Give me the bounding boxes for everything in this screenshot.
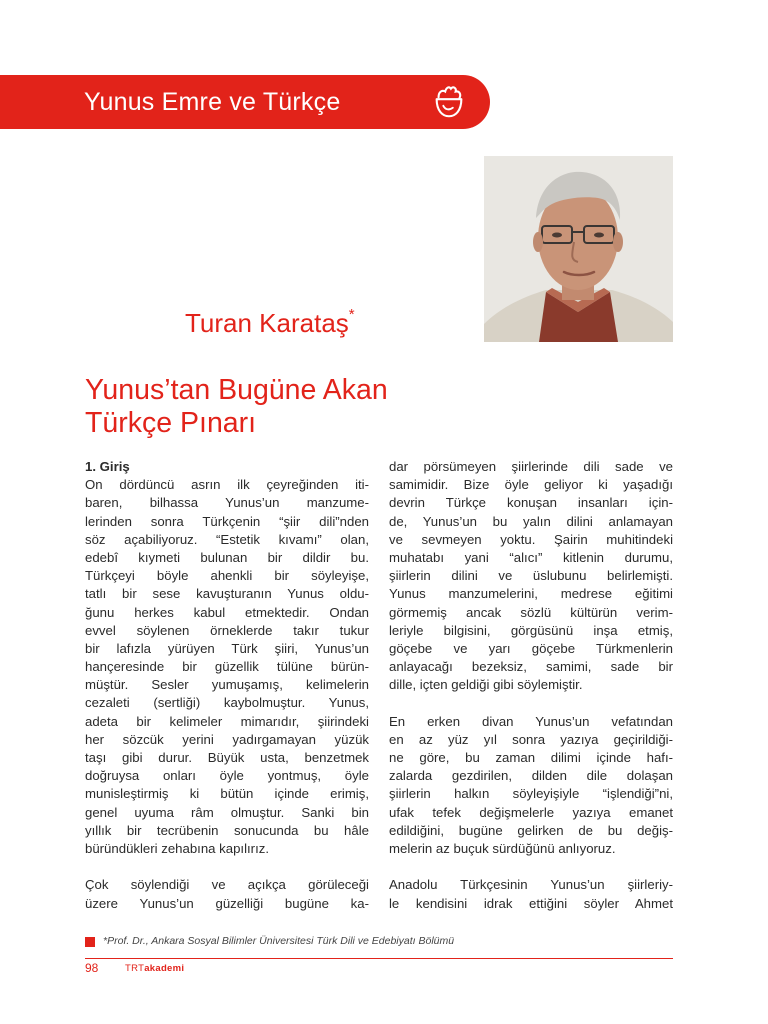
text-line: her sözcük yerini yadırgamayan yüzük [85, 731, 369, 747]
text-line: muhatabı yani “alıcı” kitlenin durumu, [389, 549, 673, 565]
text-line: On dördüncü asrın ilk çeyreğinden iti- [85, 477, 369, 493]
text-line: melerin az buçuk sürdüğünü anlıyoruz. [389, 840, 616, 856]
page-number: 98 [85, 961, 99, 975]
text-line: büründükleri zehabına kapılırız. [85, 840, 270, 856]
paragraph [389, 876, 673, 912]
author-photo [484, 156, 673, 342]
text-line: Anadolu Türkçesinin Yunus’un şiirleriy- [389, 877, 673, 893]
brand-logo [125, 963, 184, 974]
text-line: baren, bilhassa Yunus’un manzume- [85, 495, 369, 511]
text-line: devrin Türkçe konuşan insanları için- [389, 495, 673, 511]
brand-main: akademi [144, 963, 185, 974]
text-line: en az yüz yıl sonra yazıya geçirildiği- [389, 731, 673, 747]
article-title-line: Yunus’tan Bugüne Akan [85, 374, 388, 406]
section-title: Yunus Emre ve Türkçe [84, 88, 341, 116]
text-line: Türkçeyi böyle ahenkli bir söyleyişe, [85, 568, 369, 584]
text-line: söz açabiliyoruz. “Estetik kıvamı” olan, [85, 531, 369, 547]
text-line: lerinden sonra Türkçenin “şiir dili”nden [85, 513, 369, 529]
section-banner [0, 75, 490, 129]
footer-rule [85, 958, 673, 959]
text-line: edebî kıymeti bulunan bir dildir bu. [85, 549, 369, 565]
text-line: ve sevmeyen yoktu. Şairin muhitindeki [389, 531, 673, 547]
left-column [85, 458, 369, 913]
paragraph [389, 713, 673, 859]
text-line: taşı gibi durur. Büyük usta, benzetmek [85, 750, 369, 765]
text-line: üzere Yunus’un güzelliği bugüne ka- [85, 895, 369, 911]
text-line: görmemiş ancak sözlü kültürün verim- [389, 604, 673, 620]
text-line: evvel söylenen örneklerde takır tukur [85, 622, 369, 638]
text-line: dar pörsümeyen şiirlerinde dili sade ve [389, 459, 673, 474]
text-line: Çok söylendiği ve açıkça görüleceği [85, 877, 369, 893]
text-line: şiirlerin dilini ve üslubunu belirlemişti. [389, 568, 673, 584]
text-line: ufak tefek değişmelerle yazıya emanet [389, 804, 673, 820]
footnote-square-icon [85, 937, 95, 947]
text-line: göçebe ve yarı göçebe Türkmenlerin [389, 640, 673, 656]
tulip-icon [430, 83, 468, 121]
text-line: dille, içten geldiği gibi söylemiştir. [389, 677, 583, 693]
text-line: ne göre, bu zaman dilimi içinde hafı- [389, 750, 673, 765]
text-line: de, Yunus’un bu yalın dilini anlamayan [389, 513, 673, 529]
text-line: ğunu herkes kabul etmektedir. Ondan [85, 604, 369, 620]
paragraph [85, 876, 369, 912]
author-portrait [484, 156, 673, 342]
text-line: anlayacağı bezeksiz, samimi, sade bir [389, 659, 673, 675]
text-line: zalarda gezdirilen, dilden dile dolaşan [389, 768, 673, 784]
text-line: genel uyuma râm olmuştur. Sanki bin [85, 804, 369, 820]
text-line: adeta bir kelimeler mimarıdır, şiirindeki [85, 713, 369, 729]
article-title-line: Türkçe Pınarı [85, 407, 257, 439]
text-line: le kendisini idrak ettiğini söyler Ahmet [389, 895, 673, 911]
text-line: munisleştirmiş ki bütün içinde erimiş, [85, 786, 369, 802]
article-title [85, 374, 605, 440]
section-heading: 1. Giriş [85, 459, 130, 474]
text-line: müştür. Sesler yumuşamış, kelimelerin [85, 677, 369, 693]
text-line: yıllık bir tecrübenin sonucunda bu hâle [85, 822, 369, 838]
text-line: tatlı bir sese kavuşturanın Yunus oldu- [85, 586, 369, 602]
text-line: En erken divan Yunus’un vefatından [389, 713, 673, 729]
text-line: cezaleti (sertliği) kaybolmuştur. Yunus, [85, 695, 369, 711]
text-line: leriyle bilgisini, görgüsünü inşa etmiş, [389, 622, 673, 638]
text-line: samimidir. Bize öyle geliyor ki yaşadığı [389, 477, 673, 493]
text-line: bir lafızla yürüyen Türk şiiri, Yunus’un [85, 640, 369, 656]
brand-prefix: TRT [125, 963, 145, 974]
text-line: edildiğini, bugüne gelirken de bu değiş- [389, 822, 673, 838]
right-column [389, 458, 673, 913]
author-name: Turan Karataş* [185, 306, 355, 338]
text-line: şiirlerin halkın söyleyişiyle “işlendiği”ni, [389, 786, 673, 802]
text-line: hançeresinde bir güzellik tülüne bürün- [85, 659, 369, 675]
paragraph [389, 458, 673, 694]
footnote-marker: * [348, 306, 355, 323]
text-line: Yunus manzumelerini, medrese eğitimi [389, 586, 673, 602]
footnote-text: *Prof. Dr., Ankara Sosyal Bilimler Üniversitesi Türk Dili ve Edebiyatı Bölümü [103, 935, 455, 947]
paragraph [85, 476, 369, 858]
text-line: doğruysa onları öyle yontmuş, öyle [85, 768, 369, 784]
